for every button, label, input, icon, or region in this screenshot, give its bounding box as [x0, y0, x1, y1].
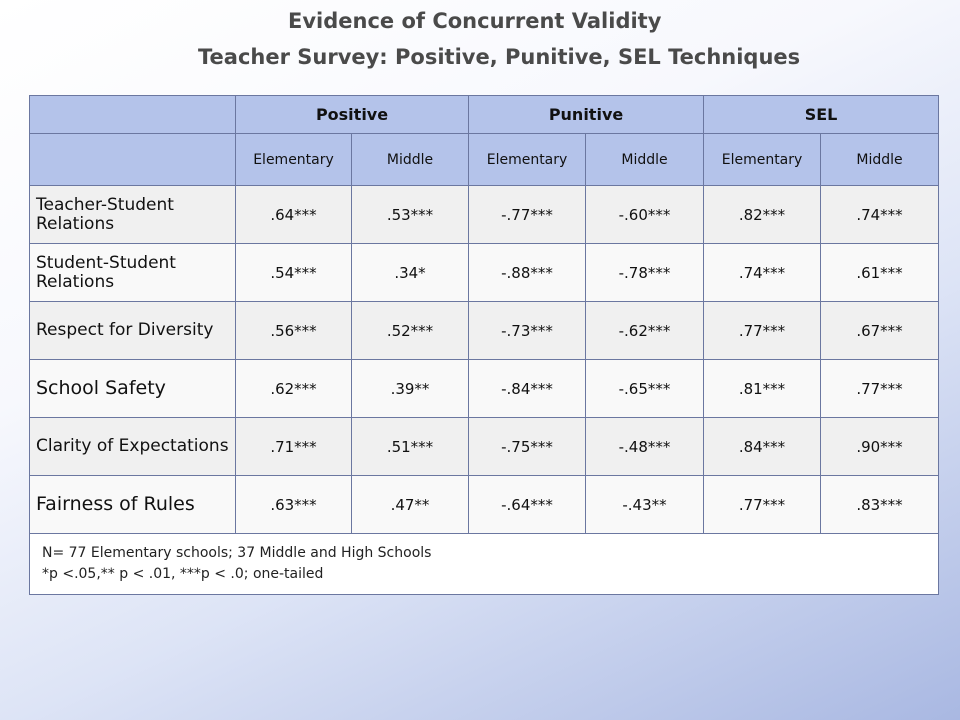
- table-cell: .71***: [236, 418, 352, 476]
- table-row: [30, 476, 939, 534]
- group-header-row: [30, 96, 939, 134]
- subheader-sel-middle: Middle: [821, 134, 939, 186]
- row-label: Respect for Diversity: [30, 302, 236, 360]
- row-label: School Safety: [30, 360, 236, 418]
- subheader-blank: [30, 134, 236, 186]
- group-header-punitive: Punitive: [469, 96, 704, 134]
- table-cell: .52***: [352, 302, 469, 360]
- table-row: [30, 418, 939, 476]
- sample-size-note: N= 77 Elementary schools; 37 Middle and High Schools: [42, 545, 432, 561]
- table-cell: .54***: [236, 244, 352, 302]
- table-cell: .84***: [704, 418, 821, 476]
- table-cell: .56***: [236, 302, 352, 360]
- slide-title: Evidence of Concurrent Validity: [288, 9, 662, 33]
- corner-cell: [30, 96, 236, 134]
- table-notes: [30, 534, 939, 595]
- table-cell: .90***: [821, 418, 939, 476]
- table-cell: -.75***: [469, 418, 586, 476]
- table-cell: -.60***: [586, 186, 704, 244]
- slide-subtitle: Teacher Survey: Positive, Punitive, SEL Techniques: [198, 45, 801, 69]
- table-cell: .61***: [821, 244, 939, 302]
- subheader-punitive-elementary: Elementary: [469, 134, 586, 186]
- table-cell: .64***: [236, 186, 352, 244]
- table-cell: .77***: [704, 476, 821, 534]
- table-cell: -.77***: [469, 186, 586, 244]
- table-cell: -.62***: [586, 302, 704, 360]
- table-cell: .77***: [704, 302, 821, 360]
- table-row: [30, 302, 939, 360]
- table-cell: .39**: [352, 360, 469, 418]
- subheader-punitive-middle: Middle: [586, 134, 704, 186]
- significance-note: *p <.05,** p < .01, ***p < .0; one-tailed: [42, 566, 324, 582]
- table-notes-row: [30, 534, 939, 595]
- table-cell: .53***: [352, 186, 469, 244]
- table-cell: -.64***: [469, 476, 586, 534]
- subheader-positive-middle: Middle: [352, 134, 469, 186]
- table-cell: -.88***: [469, 244, 586, 302]
- table-row: [30, 186, 939, 244]
- subheader-positive-elementary: Elementary: [236, 134, 352, 186]
- table-cell: .51***: [352, 418, 469, 476]
- table-cell: .67***: [821, 302, 939, 360]
- validity-table: [29, 95, 939, 595]
- table-cell: .83***: [821, 476, 939, 534]
- table-cell: .82***: [704, 186, 821, 244]
- table-cell: .34*: [352, 244, 469, 302]
- table-cell: .47**: [352, 476, 469, 534]
- group-header-positive: Positive: [236, 96, 469, 134]
- subheader-sel-elementary: Elementary: [704, 134, 821, 186]
- subheader-row: [30, 134, 939, 186]
- group-header-sel: SEL: [704, 96, 939, 134]
- table-cell: -.73***: [469, 302, 586, 360]
- row-label: Fairness of Rules: [30, 476, 236, 534]
- row-label: Student-Student Relations: [30, 244, 236, 302]
- table-row: [30, 244, 939, 302]
- table-row: [30, 360, 939, 418]
- table-cell: .81***: [704, 360, 821, 418]
- table-cell: -.43**: [586, 476, 704, 534]
- table-cell: -.48***: [586, 418, 704, 476]
- table-cell: -.78***: [586, 244, 704, 302]
- table-cell: .74***: [821, 186, 939, 244]
- table-cell: -.65***: [586, 360, 704, 418]
- row-label: Teacher-Student Relations: [30, 186, 236, 244]
- table-cell: .62***: [236, 360, 352, 418]
- row-label: Clarity of Expectations: [30, 418, 236, 476]
- table-cell: .77***: [821, 360, 939, 418]
- table-cell: -.84***: [469, 360, 586, 418]
- table-cell: .63***: [236, 476, 352, 534]
- table-cell: .74***: [704, 244, 821, 302]
